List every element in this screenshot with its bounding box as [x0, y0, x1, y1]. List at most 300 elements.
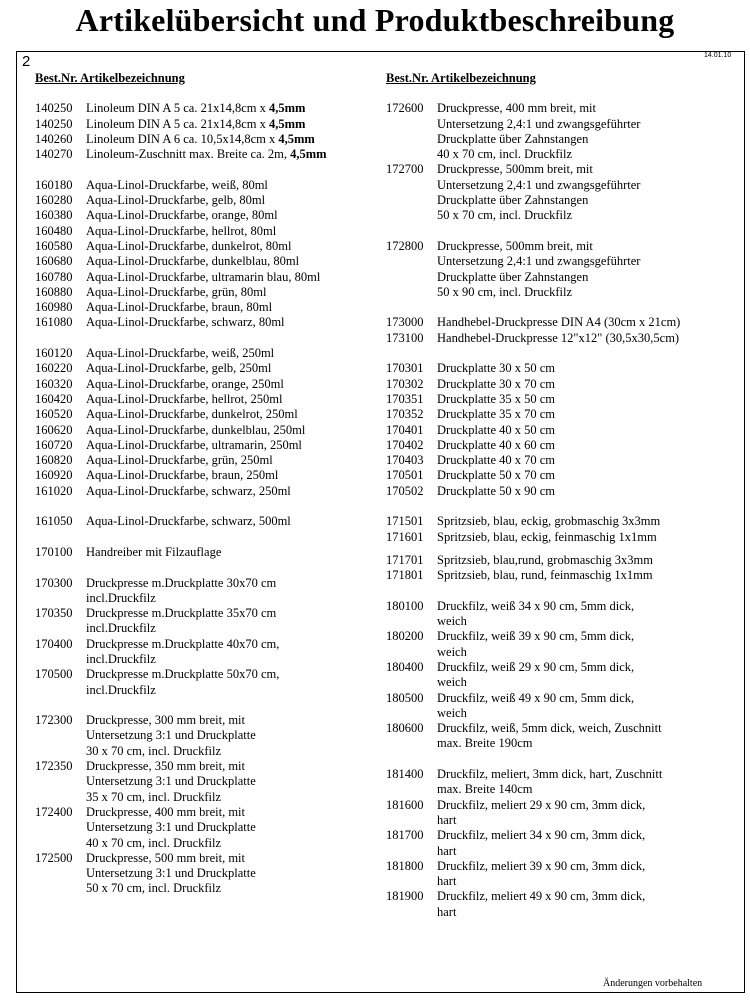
description-text: Druckfilz, meliert 49 x 90 cm, 3mm dick,: [437, 889, 646, 904]
spacer: [35, 499, 380, 514]
description-text: Druckpresse, 300 mm breit, mit: [86, 713, 245, 728]
description-line: [437, 645, 634, 660]
article-number: 180200: [386, 629, 424, 644]
description-text: Druckplatte über Zahnstangen: [437, 193, 589, 208]
description-text: Handhebel-Druckpresse 12"x12" (30,5x30,5cm): [437, 330, 680, 345]
description-text: Druckfilz, meliert, 3mm dick, hart, Zuschnitt: [437, 767, 663, 782]
thickness-value: 4,5mm: [278, 131, 315, 146]
description-text: Druckfilz, meliert 39 x 90 cm, 3mm dick,: [437, 858, 646, 873]
description-line: [86, 178, 268, 193]
description-line: [437, 553, 653, 568]
description-line: [437, 660, 634, 675]
article-row: [35, 438, 380, 453]
article-row: [35, 759, 380, 805]
description-line: [86, 774, 256, 789]
description-text: Druckpresse m.Druckplatte 30x70 cm: [86, 575, 277, 590]
column-header: Best.Nr. Artikelbezeichnung: [35, 71, 185, 85]
article-row: [35, 545, 380, 560]
description-text: Aqua-Linol-Druckfarbe, orange, 80ml: [86, 208, 278, 223]
description-text: Aqua-Linol-Druckfarbe, grün, 80ml: [86, 284, 267, 299]
description-line: [86, 881, 256, 896]
article-description: [437, 514, 660, 529]
description-line: [437, 767, 662, 782]
description-line: [86, 453, 273, 468]
description-text: Druckplatte 30 x 50 cm: [437, 361, 556, 376]
article-number: 172700: [386, 162, 424, 177]
description-line: [86, 101, 305, 116]
article-number: 160180: [35, 177, 73, 192]
article-number: 170301: [386, 361, 424, 376]
article-number: 172600: [386, 101, 424, 116]
article-description: [86, 132, 315, 147]
spacer: [386, 499, 741, 514]
description-text: weich: [437, 675, 467, 690]
spacer: [35, 530, 380, 545]
article-row: [386, 767, 741, 798]
description-text: Aqua-Linol-Druckfarbe, weiß, 80ml: [86, 177, 268, 192]
description-text: Untersetzung 2,4:1 und zwangsgeführter: [437, 254, 641, 269]
article-description: [437, 453, 555, 468]
article-row: [386, 377, 741, 392]
article-row: [386, 568, 741, 583]
description-line: [437, 874, 645, 889]
article-description: [437, 721, 662, 752]
article-number: 181600: [386, 797, 424, 812]
article-number: 160380: [35, 208, 73, 223]
description-text: Aqua-Linol-Druckfarbe, dunkelrot, 80ml: [86, 238, 292, 253]
description-line: [86, 713, 256, 728]
description-text: hart: [437, 904, 457, 919]
description-text: Aqua-Linol-Druckfarbe, gelb, 250ml: [86, 361, 272, 376]
article-row: [35, 805, 380, 851]
description-text: Aqua-Linol-Druckfarbe, ultramarin blau, 80ml: [86, 269, 321, 284]
description-line: [437, 193, 640, 208]
thickness-value: 4,5mm: [268, 101, 306, 116]
description-line: [437, 706, 634, 721]
article-description: [86, 208, 278, 223]
description-text: Druckpresse m.Druckplatte 35x70 cm: [86, 606, 277, 621]
article-row: [386, 468, 741, 483]
article-number: 172500: [35, 850, 73, 865]
description-text: 30 x 70 cm, incl. Druckfilz: [86, 743, 222, 758]
article-row: [386, 392, 741, 407]
description-line: [86, 683, 279, 698]
description-line: [86, 545, 221, 560]
article-description: [86, 361, 271, 376]
article-number: 160120: [35, 346, 73, 361]
description-text: incl.Druckfilz: [86, 590, 156, 605]
article-description: [86, 315, 285, 330]
description-text: weich: [437, 644, 467, 659]
article-row: [386, 660, 741, 691]
description-text: 40 x 70 cm, incl. Druckfilz: [86, 835, 222, 850]
article-description: [437, 468, 555, 483]
description-text: Handreiber mit Filzauflage: [86, 544, 222, 559]
article-row: [386, 691, 741, 722]
description-text: Druckplatte 50 x 90 cm: [437, 483, 556, 498]
article-number: 170352: [386, 407, 424, 422]
article-number: 173100: [386, 330, 424, 345]
article-description: [437, 568, 653, 583]
article-description: [437, 162, 640, 223]
spacer: [386, 224, 741, 239]
spacer: [386, 346, 741, 361]
description-line: [437, 132, 640, 147]
description-line: [86, 836, 256, 851]
description-text: Linoleum DIN A 5 ca. 21x14,8cm x: [86, 116, 269, 131]
article-number: 160320: [35, 376, 73, 391]
description-line: [437, 889, 645, 904]
article-description: [86, 468, 278, 483]
description-line: [86, 667, 279, 682]
article-description: [437, 889, 645, 920]
description-line: [86, 423, 305, 438]
description-line: [437, 859, 645, 874]
article-row: [35, 576, 380, 607]
article-row: [35, 606, 380, 637]
description-line: [86, 606, 276, 621]
article-row: [386, 453, 741, 468]
article-row: [35, 239, 380, 254]
article-row: [386, 553, 741, 568]
article-row: [35, 468, 380, 483]
description-line: [86, 224, 276, 239]
description-text: Aqua-Linol-Druckfarbe, orange, 250ml: [86, 376, 284, 391]
description-text: Druckpresse, 500 mm breit, mit: [86, 850, 245, 865]
article-number: 172350: [35, 759, 73, 774]
description-text: Druckplatte 40 x 60 cm: [437, 437, 556, 452]
description-text: hart: [437, 843, 457, 858]
article-number: 161080: [35, 315, 73, 330]
description-text: Druckplatte 35 x 50 cm: [437, 391, 556, 406]
article-description: [437, 660, 634, 691]
description-text: Druckpresse m.Druckplatte 50x70 cm,: [86, 667, 280, 682]
article-number: 180600: [386, 721, 424, 736]
description-line: [437, 828, 645, 843]
description-text: Aqua-Linol-Druckfarbe, dunkelblau, 250ml: [86, 422, 306, 437]
article-number: 171801: [386, 568, 424, 583]
article-row: [386, 798, 741, 829]
article-number: 160280: [35, 193, 73, 208]
description-line: [437, 208, 640, 223]
description-text: Untersetzung 3:1 und Druckplatte: [86, 728, 256, 743]
description-text: Aqua-Linol-Druckfarbe, hellrot, 250ml: [86, 391, 283, 406]
article-number: 181700: [386, 828, 424, 843]
article-description: [86, 514, 291, 529]
article-description: [437, 767, 662, 798]
article-number: 160480: [35, 223, 73, 238]
description-line: [86, 285, 267, 300]
description-text: incl.Druckfilz: [86, 621, 156, 636]
article-number: 140250: [35, 101, 73, 116]
article-row: [386, 101, 741, 162]
description-text: Druckplatte über Zahnstangen: [437, 131, 589, 146]
article-number: 170500: [35, 667, 73, 682]
article-number: 170401: [386, 422, 424, 437]
description-text: Druckfilz, meliert 34 x 90 cm, 3mm dick,: [437, 828, 646, 843]
article-description: [86, 545, 221, 560]
article-row: [35, 851, 380, 897]
article-number: 170403: [386, 453, 424, 468]
description-line: [86, 193, 265, 208]
description-line: [86, 851, 256, 866]
article-number: 180400: [386, 659, 424, 674]
article-row: [386, 514, 741, 529]
article-row: [386, 828, 741, 859]
description-line: [437, 453, 555, 468]
article-row: [35, 132, 380, 147]
description-line: [437, 675, 634, 690]
description-line: [86, 652, 279, 667]
article-number: 181800: [386, 858, 424, 873]
description-line: [437, 530, 657, 545]
description-line: [437, 484, 555, 499]
article-number: 170350: [35, 606, 73, 621]
article-description: [86, 239, 292, 254]
description-text: 35 x 70 cm, incl. Druckfilz: [86, 789, 222, 804]
article-description: [437, 392, 555, 407]
article-number: 170400: [35, 636, 73, 651]
article-number: 170402: [386, 437, 424, 452]
description-text: max. Breite 140cm: [437, 782, 533, 797]
description-line: [86, 300, 272, 315]
description-text: Spritzsieb, blau, eckig, feinmaschig 1x1mm: [437, 529, 657, 544]
article-description: [437, 530, 657, 545]
article-number: 161050: [35, 514, 73, 529]
description-text: Druckpresse, 500mm breit, mit: [437, 162, 593, 177]
description-text: Aqua-Linol-Druckfarbe, braun, 250ml: [86, 468, 279, 483]
description-line: [86, 514, 291, 529]
article-number: 160520: [35, 407, 73, 422]
article-description: [437, 484, 555, 499]
article-description: [437, 599, 634, 630]
article-description: [86, 392, 282, 407]
description-line: [437, 468, 555, 483]
article-description: [86, 377, 284, 392]
article-description: [86, 193, 265, 208]
column-header: Best.Nr. Artikelbezeichnung: [386, 71, 536, 85]
description-line: [437, 614, 634, 629]
description-line: [437, 285, 640, 300]
spacer: [35, 560, 380, 575]
article-number: 181400: [386, 767, 424, 782]
article-row: [386, 889, 741, 920]
article-description: [86, 285, 267, 300]
description-text: Linoleum-Zuschnitt max. Breite ca. 2m,: [86, 147, 291, 162]
article-description: [86, 606, 276, 637]
article-row: [35, 377, 380, 392]
description-line: [86, 147, 327, 162]
article-row: [35, 193, 380, 208]
description-line: [86, 392, 282, 407]
description-line: [86, 270, 320, 285]
description-line: [86, 591, 276, 606]
description-line: [437, 691, 634, 706]
article-row: [386, 239, 741, 300]
article-row: [35, 346, 380, 361]
description-text: Druckplatte 35 x 70 cm: [437, 407, 556, 422]
article-number: 160220: [35, 361, 73, 376]
description-text: Druckfilz, weiß 39 x 90 cm, 5mm dick,: [437, 629, 635, 644]
date-stamp: 14.01.10: [704, 52, 732, 59]
article-row: [35, 315, 380, 330]
article-number: 160920: [35, 468, 73, 483]
article-description: [437, 407, 555, 422]
article-number: 171601: [386, 529, 424, 544]
description-text: Untersetzung 3:1 und Druckplatte: [86, 774, 256, 789]
description-line: [437, 361, 555, 376]
description-text: 50 x 70 cm, incl. Druckfilz: [86, 881, 222, 896]
description-text: Spritzsieb, blau,rund, grobmaschig 3x3mm: [437, 552, 653, 567]
description-text: Aqua-Linol-Druckfarbe, weiß, 250ml: [86, 346, 275, 361]
left-column: [35, 71, 380, 897]
description-text: Aqua-Linol-Druckfarbe, dunkelrot, 250ml: [86, 407, 298, 422]
description-line: [437, 423, 555, 438]
description-line: [86, 744, 256, 759]
description-line: [437, 315, 680, 330]
description-line: [86, 637, 279, 652]
description-text: Untersetzung 2,4:1 und zwangsgeführter: [437, 177, 641, 192]
article-description: [437, 377, 555, 392]
description-text: Untersetzung 3:1 und Druckplatte: [86, 820, 256, 835]
description-text: 40 x 70 cm, incl. Druckfilz: [437, 147, 573, 162]
article-row: [35, 361, 380, 376]
description-text: Druckfilz, weiß 29 x 90 cm, 5mm dick,: [437, 659, 635, 674]
spacer: [35, 162, 380, 177]
description-line: [437, 117, 640, 132]
article-description: [86, 270, 320, 285]
description-text: hart: [437, 812, 457, 827]
article-row: [35, 300, 380, 315]
article-number: 140270: [35, 147, 73, 162]
article-row: [35, 453, 380, 468]
description-text: Aqua-Linol-Druckfarbe, gelb, 80ml: [86, 193, 266, 208]
description-line: [86, 117, 305, 132]
description-line: [86, 820, 256, 835]
description-line: [437, 782, 662, 797]
description-line: [437, 736, 662, 751]
article-number: 160680: [35, 254, 73, 269]
description-text: Linoleum DIN A 6 ca. 10,5x14,8cm x: [86, 131, 279, 146]
spacer: [386, 545, 741, 553]
description-line: [86, 438, 302, 453]
description-line: [86, 377, 284, 392]
article-row: [35, 484, 380, 499]
description-line: [437, 721, 662, 736]
article-description: [86, 147, 327, 162]
description-text: Spritzsieb, blau, eckig, grobmaschig 3x3mm: [437, 514, 661, 529]
article-number: 160620: [35, 422, 73, 437]
article-row: [386, 331, 741, 346]
article-description: [437, 361, 555, 376]
article-row: [35, 178, 380, 193]
article-number: 160720: [35, 437, 73, 452]
description-text: hart: [437, 874, 457, 889]
article-row: [386, 438, 741, 453]
article-row: [35, 117, 380, 132]
article-description: [437, 315, 680, 330]
page-number: 2: [22, 53, 31, 70]
description-line: [437, 377, 555, 392]
article-description: [86, 224, 276, 239]
article-number: 170502: [386, 483, 424, 498]
description-text: incl.Druckfilz: [86, 682, 156, 697]
article-description: [86, 637, 279, 668]
description-text: Druckpresse m.Druckplatte 40x70 cm,: [86, 636, 280, 651]
description-line: [437, 844, 645, 859]
description-line: [437, 438, 555, 453]
description-text: Aqua-Linol-Druckfarbe, ultramarin, 250ml: [86, 437, 302, 452]
description-text: Aqua-Linol-Druckfarbe, grün, 250ml: [86, 453, 273, 468]
description-text: Druckpresse, 400 mm breit, mit: [86, 804, 245, 819]
article-row: [35, 254, 380, 269]
article-number: 160580: [35, 238, 73, 253]
spacer: [386, 752, 741, 767]
article-number: 160820: [35, 453, 73, 468]
description-line: [437, 599, 634, 614]
description-line: [86, 132, 315, 147]
description-line: [437, 905, 645, 920]
spacer: [386, 584, 741, 599]
article-number: 140250: [35, 116, 73, 131]
article-row: [386, 407, 741, 422]
article-number: 161020: [35, 483, 73, 498]
article-list-right: [386, 101, 741, 920]
article-number: 170300: [35, 575, 73, 590]
description-text: 50 x 90 cm, incl. Druckfilz: [437, 284, 573, 299]
description-text: max. Breite 190cm: [437, 736, 533, 751]
article-description: [437, 239, 640, 300]
description-line: [437, 798, 645, 813]
spacer: [35, 698, 380, 713]
article-list-left: [35, 101, 380, 896]
description-line: [86, 576, 276, 591]
description-line: [86, 728, 256, 743]
article-number: 170351: [386, 391, 424, 406]
article-row: [386, 484, 741, 499]
description-text: Druckplatte 30 x 70 cm: [437, 376, 556, 391]
article-number: 160880: [35, 284, 73, 299]
article-description: [86, 484, 291, 499]
thickness-value: 4,5mm: [268, 116, 306, 131]
description-line: [86, 315, 285, 330]
article-row: [386, 361, 741, 376]
description-line: [437, 813, 645, 828]
article-row: [35, 407, 380, 422]
article-description: [86, 254, 299, 269]
description-line: [437, 270, 640, 285]
article-number: 172400: [35, 804, 73, 819]
description-text: 50 x 70 cm, incl. Druckfilz: [437, 208, 573, 223]
description-line: [86, 484, 291, 499]
spacer: [35, 331, 380, 346]
article-row: [35, 147, 380, 162]
article-row: [35, 423, 380, 438]
article-number: 173000: [386, 315, 424, 330]
article-row: [386, 162, 741, 223]
article-description: [86, 667, 279, 698]
article-description: [86, 805, 256, 851]
article-description: [437, 859, 645, 890]
description-line: [437, 101, 640, 116]
description-line: [437, 254, 640, 269]
description-text: weich: [437, 705, 467, 720]
article-description: [86, 851, 256, 897]
article-description: [86, 101, 305, 116]
article-row: [386, 721, 741, 752]
description-text: incl.Druckfilz: [86, 651, 156, 666]
description-text: Untersetzung 3:1 und Druckplatte: [86, 866, 256, 881]
